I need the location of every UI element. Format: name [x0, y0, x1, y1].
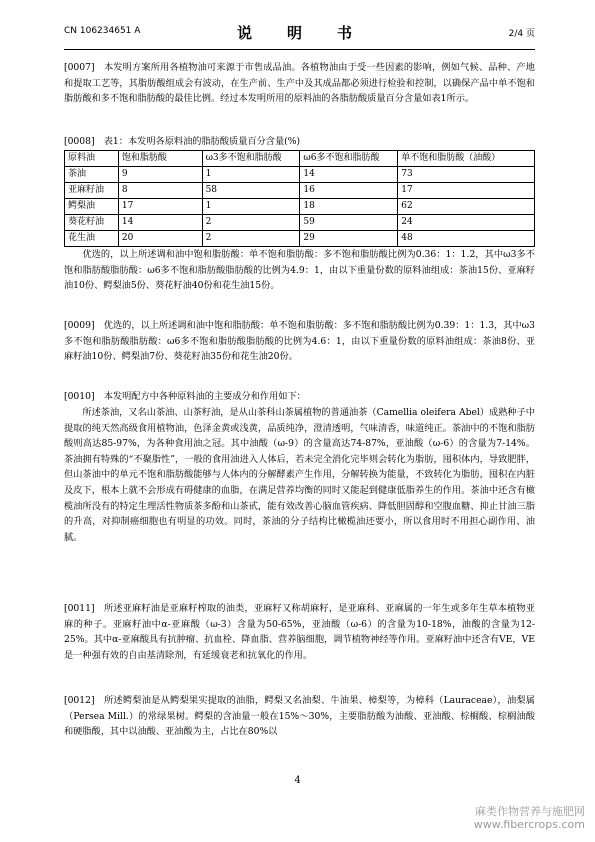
table-cell: 17 [398, 183, 535, 199]
page-header [64, 22, 535, 46]
table-cell: 73 [398, 167, 535, 183]
table-cell: 1 [202, 199, 300, 215]
paragraph-text: 本发明配方中各种原料油的主要成分和作用如下： [103, 391, 306, 402]
table-cell: 8 [118, 183, 202, 199]
table-cell: 59 [300, 215, 398, 231]
table-cell: 14 [118, 215, 202, 231]
table-cell: 14 [300, 167, 398, 183]
table-cell: 2 [202, 231, 300, 247]
table-header-cell: 单不饱和脂肪酸（油酸） [398, 151, 535, 167]
table-row [65, 215, 535, 231]
table-cell: 29 [300, 231, 398, 247]
table-header-row [65, 151, 535, 167]
paragraph-text: 本发明方案所用各植物油可来源于市售成品油。各植物油由于受一些因素的影响，例如气候、品种、产地和提取工艺等，其脂肪酸组成会有波动，在生产前、生产中及其成品都必须进行检验和控制，以确保产品中单不饱和脂肪酸和多不饱和脂肪酸的最佳比例。经过本发明所用的原料油的各脂肪酸质量百分含量如表1所示。 [64, 62, 535, 105]
paragraph-preferred-1 [64, 247, 535, 294]
publication-number: CN 106234651 A [64, 26, 141, 36]
paragraph-text: 所述鳄梨油是从鳄梨果实提取的油脂，鳄梨又名油梨、牛油果、樟梨等，为樟科（Lauraceae），油梨属（Persea Mill.）的常绿果树。鳄梨的含油量一般在15%～30%，主要脂肪酸为油酸、亚油酸、棕榈酸、棕榈油酸和硬脂酸，其中以油酸、亚油酸为主，占比在80%以 [64, 695, 535, 738]
paragraph-0009 [64, 318, 535, 365]
table-cell: 18 [300, 199, 398, 215]
table-caption: [0008] 表1：本发明各原料油的脂肪酸质量百分含量(%) [64, 136, 301, 147]
table-row [65, 183, 535, 199]
paragraph-text: 优选的，以上所述调和油中饱和脂肪酸：单不饱和脂肪酸：多不饱和脂肪酸比例为0.36：1：1.2，其中ω3多不饱和脂肪酸脂肪酸：ω6多不饱和脂肪酸脂肪酸的比例为4.9：1，由以下重量份数的原料油组成：茶油15份、亚麻籽油10份、鳄梨油5份、葵花籽油40份和花生油15份。 [64, 249, 535, 292]
table-row [65, 199, 535, 215]
table-cell: 20 [118, 231, 202, 247]
table-cell: 17 [118, 199, 202, 215]
table-cell: 16 [300, 183, 398, 199]
paragraph-text: 优选的，以上所述调和油中饱和脂肪酸：单不饱和脂肪酸：多不饱和脂肪酸比例为0.39：1：1.3，其中ω3多不饱和脂肪酸脂肪酸：ω6多不饱和脂肪酸脂肪酸的比例为4.6：1，由以下重量份数的原料油组成：茶油8份、亚麻籽油10份、鳄梨油7份、葵花籽油35份和花生油20份。 [64, 320, 535, 363]
paragraph-0012 [64, 693, 535, 740]
table-cell: 48 [398, 231, 535, 247]
table-header-cell: 饱和脂肪酸 [118, 151, 202, 167]
table-cell: 葵花籽油 [65, 215, 119, 231]
paragraph-number: [0012] [64, 695, 95, 706]
document-title: 说 明 书 [236, 24, 362, 42]
table-header-cell: ω3多不饱和脂肪酸 [202, 151, 300, 167]
paragraph-text: 所述亚麻籽油是亚麻籽榨取的油类，亚麻籽又称胡麻籽，是亚麻科、亚麻属的一年生或多年生草本植物亚麻的种子。亚麻籽油中α-亚麻酸（ω-3）含量为50-65%，亚油酸（ω-6）的含量为10-18%，油酸的含量为12-25%。其中α-亚麻酸具有抗肿瘤、抗血栓、降血脂、营养脑细胞，调节植物神经等作用。亚麻籽油中还含有VE，VE是一种强有效的自由基清除剂，有延缓衰老和抗氧化的作用。 [64, 603, 535, 661]
paragraph-number: [0008] [64, 136, 95, 147]
page-indicator: 2/4 页 [508, 29, 535, 39]
table-cell: 亚麻籽油 [65, 183, 119, 199]
paragraph-0010-body [64, 405, 535, 545]
table-cell: 花生油 [65, 231, 119, 247]
table-cell: 茶油 [65, 167, 119, 183]
table-cell: 鳄梨油 [65, 199, 119, 215]
paragraph-text: 所述茶油，又名山茶油、山茶籽油，是从山茶科山茶属植物的普通油茶（Camellia oleifera Abel）成熟种子中提取的纯天然高级食用植物油，色泽金黄或浅黄，品质纯净，澄清透明，气味清香，味道纯正。茶油中的不饱和脂肪酸则高达85-97%，为各种食用油之冠。其中油酸（ω-9）的含量高达74-87%，亚油酸（ω-6）的含量为7-14%。茶油拥有特殊的“不聚脂性”，一般的食用油进入人体后，若未完全消化完毕则会转化为脂肪，囤积体内，导致肥胖，但山茶油中的单元不饱和脂肪酸能够与人体内的分解酵素产生作用，分解转换为能量，不致转化为脂肪，囤积在内脏及皮下，根本上就不会形成有碍健康的血脂，在满足营养均衡的同时又能起到健康低脂养生的作用。茶油中还含有橄榄油所没有的特定生理活性物质茶多酚和山茶甙，能有效改善心脑血管疾病、降低胆固醇和空腹血糖、抑止甘油三脂的升高，对抑制癌细胞也有明显的功效。同时，茶油的分子结构比橄榄油还要小，所以食用时不用担心副作用、油腻。 [64, 407, 535, 543]
table-cell: 58 [202, 183, 300, 199]
table-cell: 9 [118, 167, 202, 183]
paragraph-0010 [64, 389, 535, 405]
table-cell: 1 [202, 167, 300, 183]
paragraph-number: [0007] [64, 62, 95, 73]
paragraph-0007 [64, 60, 535, 107]
table-cell: 2 [202, 215, 300, 231]
paragraph-0011 [64, 601, 535, 663]
table-row [65, 167, 535, 183]
table-header-cell: 原料油 [65, 151, 119, 167]
fatty-acid-table [64, 150, 535, 247]
table-row [65, 231, 535, 247]
paragraph-number: [0010] [64, 391, 95, 402]
watermark: 麻类作物营养与施肥网 www.fibercrops.com [473, 805, 585, 831]
table-header-cell: ω6多不饱和脂肪酸 [300, 151, 398, 167]
header-divider [64, 49, 535, 50]
paragraph-number: [0011] [64, 603, 95, 614]
paragraph-number: [0009] [64, 320, 95, 331]
table-cell: 24 [398, 215, 535, 231]
table-cell: 62 [398, 199, 535, 215]
page-number: 4 [294, 775, 301, 786]
